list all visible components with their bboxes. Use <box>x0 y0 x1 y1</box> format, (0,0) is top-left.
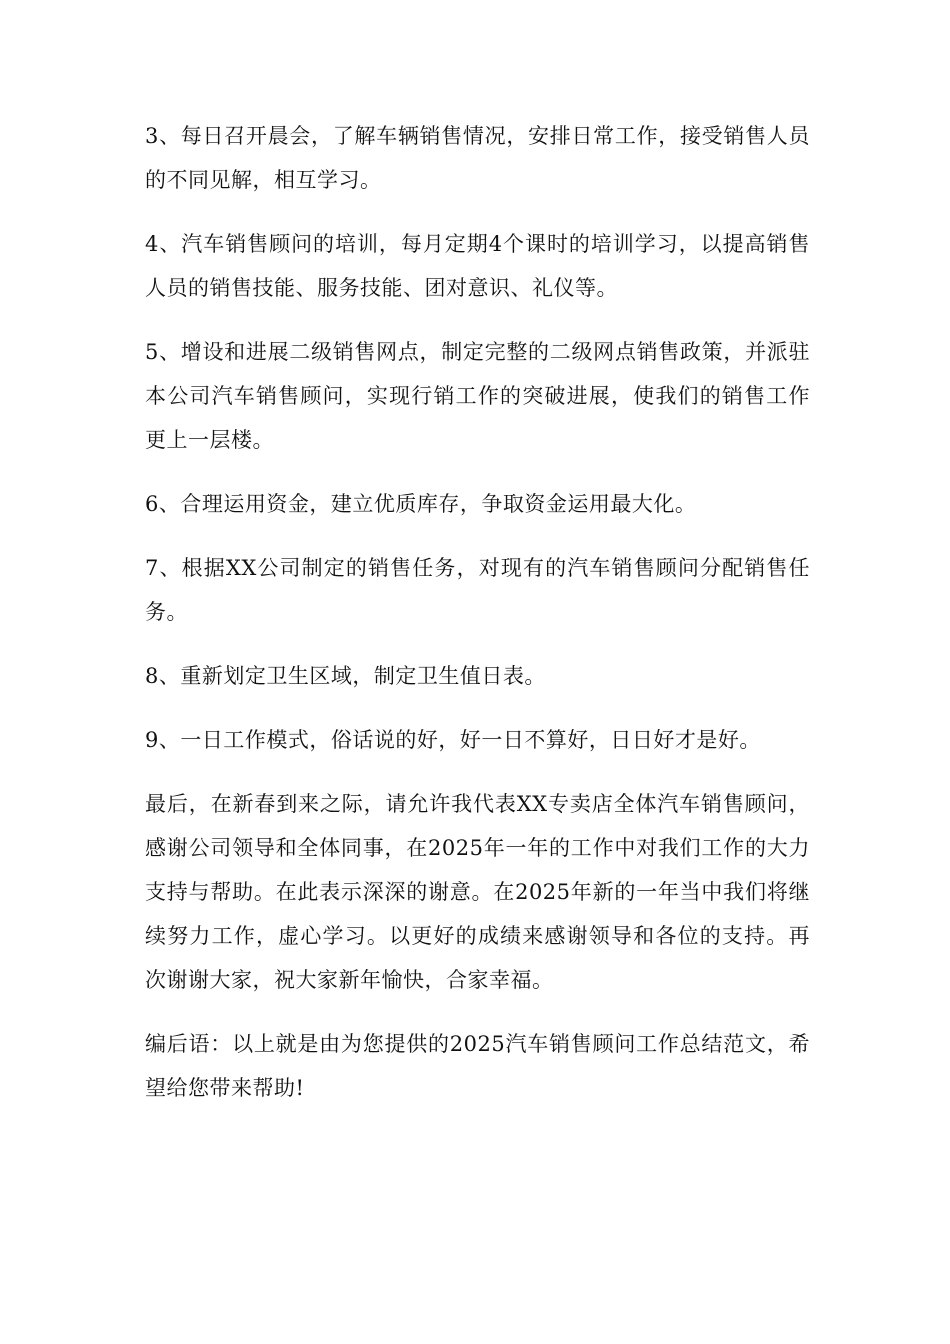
paragraph-item-3: 3、每日召开晨会，了解车辆销售情况，安排日常工作，接受销售人员的不同见解，相互学习。 <box>145 124 810 192</box>
paragraph-item-6: 6、合理运用资金，建立优质库存，争取资金运用最大化。 <box>145 492 697 516</box>
paragraph-item-5: 5、增设和进展二级销售网点，制定完整的二级网点销售政策，并派驻本公司汽车销售顾问，实现行销工作的突破进展，使我们的销售工作更上一层楼。 <box>145 340 810 452</box>
document-body <box>145 114 810 1130</box>
paragraph-item-8: 8、重新划定卫生区域，制定卫生值日表。 <box>145 664 546 688</box>
paragraph-item-4: 4、汽车销售顾问的培训，每月定期4个课时的培训学习，以提高销售人员的销售技能、服务技能、团对意识、礼仪等。 <box>145 232 810 300</box>
closing-paragraph: 最后，在新春到来之际，请允许我代表XX专卖店全体汽车销售顾问，感谢公司领导和全体同事，在2025年一年的工作中对我们工作的大力支持与帮助。在此表示深深的谢意。在2025年新的一年当中我们将继续努力工作，虚心学习。以更好的成绩来感谢领导和各位的支持。再次谢谢大家，祝大家新年愉快，合家幸福。 <box>145 792 810 992</box>
paragraph-item-7: 7、根据XX公司制定的销售任务，对现有的汽车销售顾问分配销售任务。 <box>145 556 810 624</box>
editor-note: 编后语：以上就是由为您提供的2025汽车销售顾问工作总结范文，希望给您带来帮助! <box>145 1032 810 1100</box>
paragraph-item-9: 9、一日工作模式，俗话说的好，好一日不算好，日日好才是好。 <box>145 728 761 752</box>
